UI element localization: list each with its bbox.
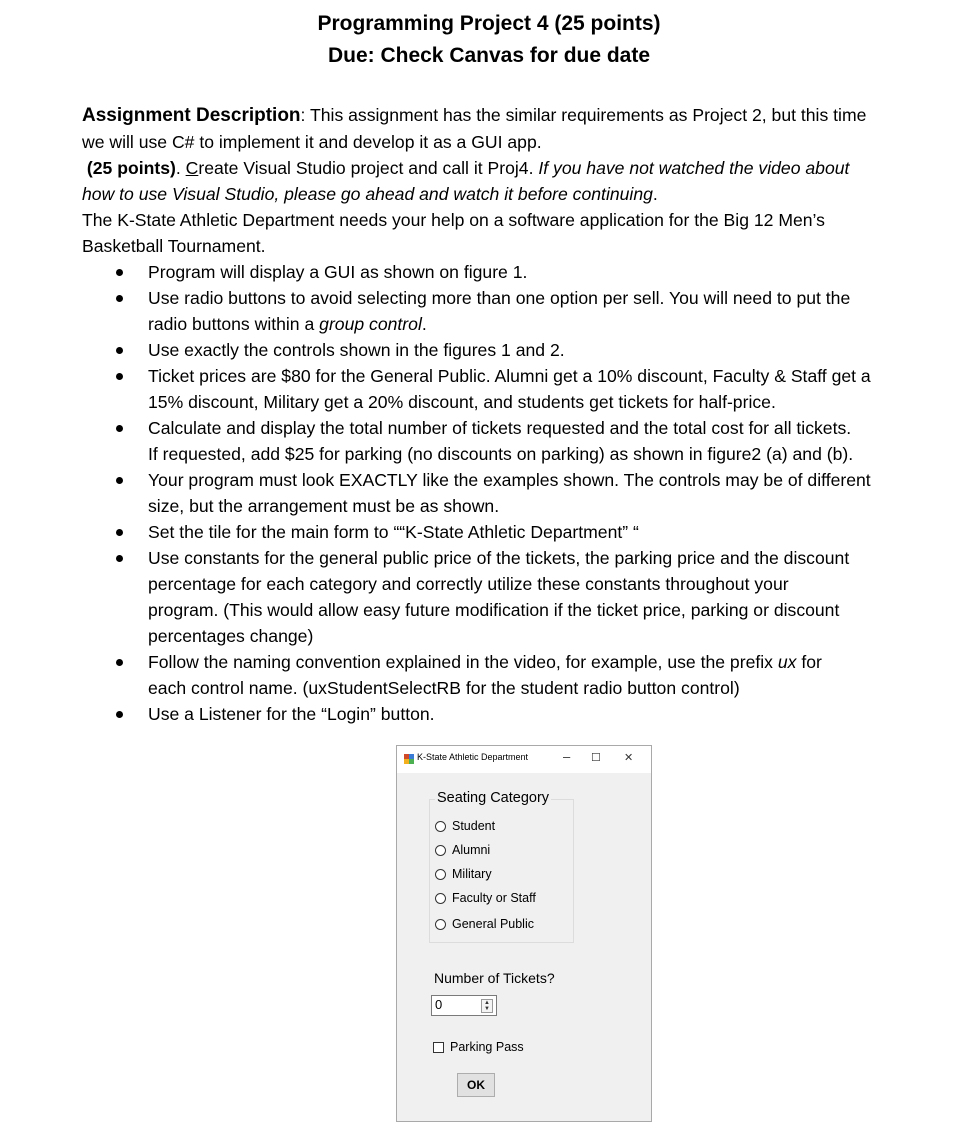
- due-date: Due: Check Canvas for due date: [327, 44, 651, 67]
- list-item: [82, 467, 952, 519]
- bullet-text: Set the tile for the main form to ““K-State Athletic Department” “: [148, 522, 639, 542]
- window-title: K-State Athletic Department: [417, 752, 529, 762]
- task-period: .: [652, 184, 658, 204]
- radio-label: Student: [452, 819, 496, 833]
- checkbox-icon: [433, 1042, 444, 1053]
- bullet-text: Use a Listener for the “Login” button.: [148, 704, 435, 724]
- description-heading: Assignment Description: [82, 105, 301, 126]
- alumni-radio[interactable]: [435, 843, 490, 857]
- group-label: Seating Category: [437, 790, 550, 806]
- list-item: [82, 701, 952, 727]
- task-line-2: [82, 181, 952, 207]
- intro-line-2: Basketball Tournament.: [82, 236, 266, 256]
- minimize-icon[interactable]: –: [563, 749, 571, 764]
- bullet-text: radio buttons within a: [148, 314, 320, 334]
- task-text: reate Visual Studio project and call it Proj4.: [198, 158, 539, 178]
- radio-circle-icon: [435, 869, 446, 880]
- ok-button[interactable]: OK: [457, 1073, 495, 1097]
- task-line-1: (25 points). Create Visual Studio project and call it Proj4. If you have not watched the video about: [86, 158, 850, 178]
- list-item: [82, 285, 952, 337]
- list-item: [82, 259, 952, 285]
- description-line-2: we will use C# to implement it and develop it as a GUI app.: [82, 132, 542, 152]
- bullet-icon: [116, 425, 123, 432]
- bullet-text: each control name. (uxStudentSelectRB for the student radio button control): [148, 678, 740, 698]
- form-window: [396, 745, 652, 1122]
- bullet-text: Use exactly the controls shown in the figures 1 and 2.: [148, 340, 565, 360]
- radio-circle-icon: [435, 821, 446, 832]
- bullet-text: size, but the arrangement must be as shown.: [148, 496, 500, 516]
- bullet-text: Ticket prices are $80 for the General Public. Alumni get a 10% discount, Faculty & Staff get a: [148, 366, 871, 386]
- bullet-icon: [116, 659, 123, 666]
- bullet-text: Use constants for the general public price of the tickets, the parking price and the discount: [148, 548, 850, 568]
- bullet-text: Calculate and display the total number of tickets requested and the total cost for all tickets.: [148, 418, 852, 438]
- bullet-icon: [116, 555, 123, 562]
- intro-line-1: The K-State Athletic Department needs your help on a software application for the Big 12 Men’s: [82, 210, 825, 230]
- project-title: Programming Project 4 (25 points): [317, 12, 661, 35]
- radio-label: Military: [452, 867, 492, 881]
- bullet-text: If requested, add $25 for parking (no discounts on parking) as shown in figure2 (a) and (b).: [148, 444, 854, 464]
- bullet-text: percentage for each category and correctly utilize these constants throughout your: [148, 574, 789, 594]
- student-radio[interactable]: [435, 819, 495, 833]
- radio-circle-icon: [435, 845, 446, 856]
- task-italic-2: how to use Visual Studio, please go ahead and watch it before continuing: [82, 184, 653, 204]
- bullet-text: percentages change): [148, 626, 314, 646]
- maximize-icon[interactable]: ☐: [591, 752, 601, 764]
- window-titlebar: [397, 746, 651, 773]
- list-item: [82, 649, 952, 701]
- bullet-text: for: [796, 652, 822, 672]
- document-body: [82, 102, 952, 727]
- bullet-icon: [116, 373, 123, 380]
- bullet-text: Your program must look EXACTLY like the examples shown. The controls may be of different: [148, 470, 871, 490]
- app-icon: [404, 754, 414, 764]
- radio-circle-icon: [435, 919, 446, 930]
- bullet-text: Use radio buttons to avoid selecting more than one option per sell. You will need to put the: [148, 288, 851, 308]
- tickets-stepper[interactable]: [431, 995, 497, 1016]
- tickets-value: 0: [435, 997, 443, 1012]
- bullet-text: Follow the naming convention explained in the video, for example, use the prefix: [148, 652, 778, 672]
- list-item: [82, 545, 952, 649]
- faculty-staff-radio[interactable]: [435, 891, 536, 905]
- list-item: [82, 519, 952, 545]
- stepper-arrows-icon[interactable]: ▲ ▼: [481, 999, 493, 1013]
- list-item: [82, 337, 952, 363]
- list-item: [82, 363, 952, 415]
- radio-circle-icon: [435, 893, 446, 904]
- close-icon[interactable]: ✕: [624, 752, 634, 764]
- bullet-text: program. (This would allow easy future modification if the ticket price, parking or discount: [148, 600, 840, 620]
- bullet-icon: [116, 477, 123, 484]
- general-public-radio[interactable]: [435, 917, 534, 931]
- bullet-italic: ux: [777, 652, 797, 672]
- list-item: [82, 415, 952, 467]
- radio-label: Faculty or Staff: [452, 891, 536, 905]
- radio-label: General Public: [452, 917, 534, 931]
- task-italic-1: If you have not watched the video about: [538, 158, 850, 178]
- bullet-italic: group control: [319, 314, 422, 334]
- radio-label: Alumni: [452, 843, 491, 857]
- tickets-label: Number of Tickets?: [434, 970, 555, 986]
- checkbox-label: Parking Pass: [450, 1040, 524, 1054]
- parking-pass-checkbox[interactable]: [433, 1040, 524, 1054]
- requirements-list: [82, 259, 952, 727]
- military-radio[interactable]: [435, 867, 492, 881]
- bullet-icon: [116, 711, 123, 718]
- bullet-text: Program will display a GUI as shown on figure 1.: [148, 262, 528, 282]
- bullet-icon: [116, 347, 123, 354]
- bullet-icon: [116, 269, 123, 276]
- task-underline-c: C: [185, 158, 199, 178]
- bullet-text: 15% discount, Military get a 20% discount, and students get tickets for half-price.: [148, 392, 776, 412]
- description-text: : This assignment has the similar requirements as Project 2, but this time: [300, 105, 867, 125]
- bullet-icon: [116, 295, 123, 302]
- description-line-1: [82, 102, 952, 129]
- bullet-text: .: [421, 314, 427, 334]
- task-points: (25 points): [86, 158, 176, 178]
- bullet-icon: [116, 529, 123, 536]
